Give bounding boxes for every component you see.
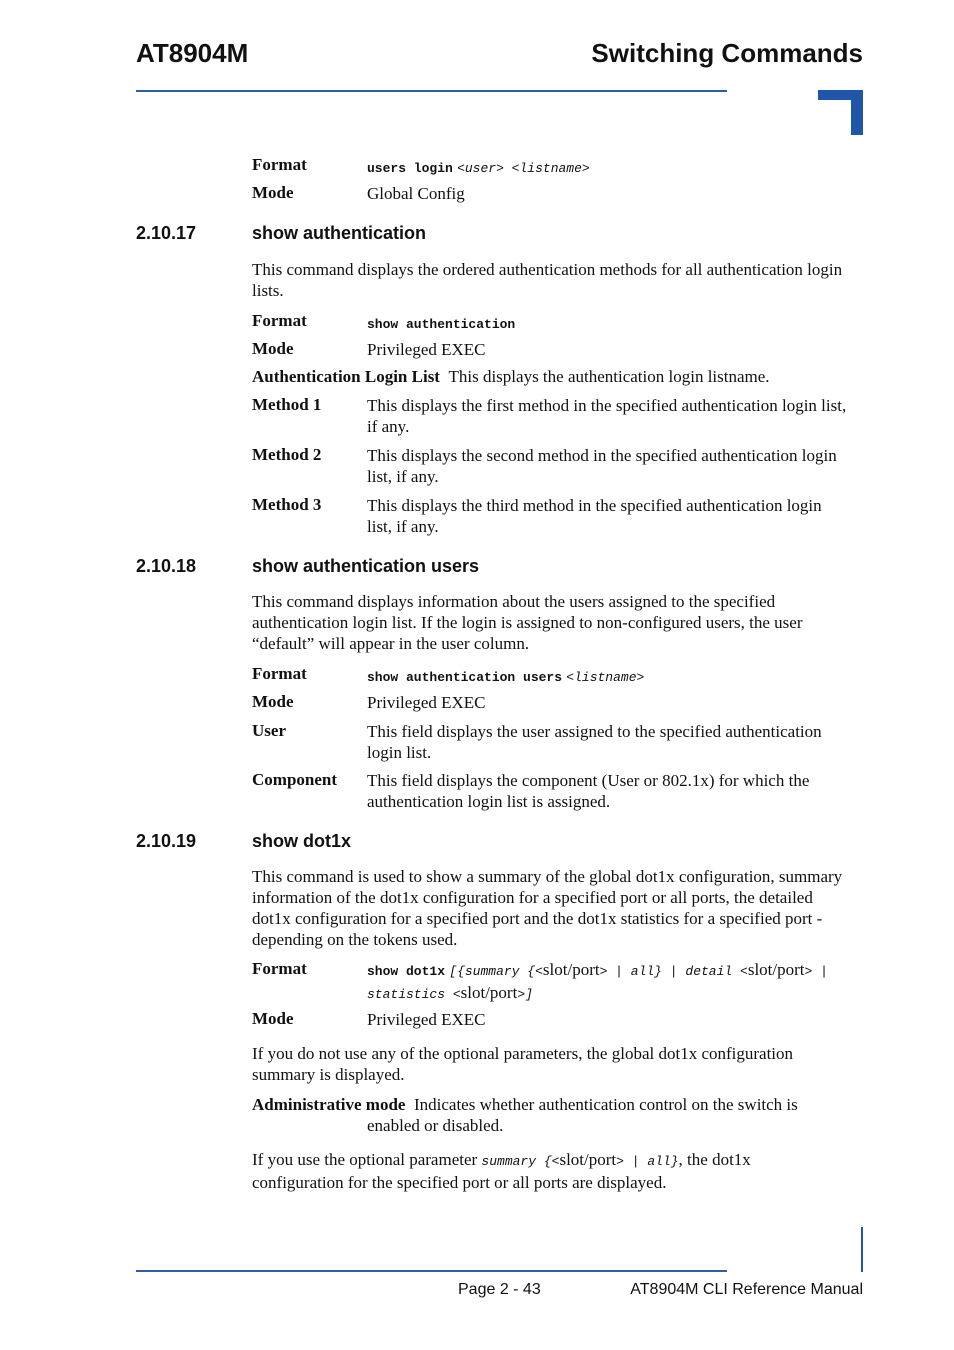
desc-line: “default” will appear in the user column.	[252, 634, 530, 653]
field-auth-login-list	[252, 366, 864, 387]
desc-line	[252, 1149, 864, 1172]
desc-line: authentication login list. If the login is assigned to non-configured users, the user	[252, 613, 803, 632]
desc-line: This field displays the user assigned to the specified authentication	[367, 722, 822, 741]
text-run: If you use the optional parameter	[252, 1150, 482, 1169]
desc-line: This command displays information about the users assigned to the specified	[252, 592, 776, 611]
format-value	[367, 312, 862, 335]
format-label: Format	[252, 155, 307, 174]
section-description	[252, 259, 864, 301]
section-description	[252, 591, 864, 654]
desc-line: configuration for the specified port or all ports are displayed.	[252, 1173, 667, 1192]
format-token: statistics	[367, 987, 453, 1002]
field-description	[367, 395, 862, 437]
desc-line: if any.	[367, 417, 410, 436]
text-run: , the dot1x	[678, 1150, 751, 1169]
format-args: <user> <listname>	[457, 161, 590, 176]
format-value	[367, 959, 862, 1005]
format-token: slot/port	[559, 1150, 617, 1169]
desc-line: This displays the third method in the specified authentication login	[367, 496, 822, 515]
section-number: 2.10.19	[136, 831, 197, 851]
section-number: 2.10.18	[136, 556, 197, 576]
desc-line: login list.	[367, 743, 432, 762]
format-command: users login	[367, 161, 453, 176]
format-token: > |	[804, 964, 828, 979]
mode-label: Mode	[252, 339, 294, 358]
corner-mark-bottom	[818, 1227, 863, 1272]
mode-label: Mode	[252, 692, 294, 711]
field-admin-mode	[252, 1094, 864, 1115]
desc-line: list, if any.	[367, 467, 439, 486]
format-token: >]	[517, 987, 533, 1002]
format-label: Format	[252, 959, 307, 978]
format-value	[367, 156, 862, 179]
field-description: This displays the authentication login listname.	[448, 367, 770, 386]
format-token: > | all} | detail	[599, 964, 741, 979]
field-description-cont: enabled or disabled.	[367, 1116, 504, 1135]
format-args: <listname>	[566, 670, 645, 685]
format-token: <	[551, 1154, 560, 1169]
format-token: <	[452, 987, 461, 1002]
mode-label: Mode	[252, 1009, 294, 1028]
desc-line: summary is displayed.	[252, 1065, 405, 1084]
mode-value: Privileged EXEC	[367, 1010, 486, 1029]
desc-line: This displays the first method in the specified authentication login list,	[367, 396, 847, 415]
field-description	[367, 495, 862, 537]
header-product: AT8904M	[136, 38, 249, 68]
mode-value: Privileged EXEC	[367, 340, 486, 359]
mode-label: Mode	[252, 183, 294, 202]
section-title: show authentication users	[252, 556, 480, 576]
format-label: Format	[252, 664, 307, 683]
desc-line: authentication login list is assigned.	[367, 792, 611, 811]
section-number: 2.10.17	[136, 223, 197, 243]
format-token: summary {	[481, 1154, 552, 1169]
desc-line: This command displays the ordered authentication methods for all authentication login	[252, 260, 843, 279]
format-token: slot/port	[542, 960, 600, 979]
field-description	[367, 770, 862, 812]
format-token: <	[535, 964, 543, 979]
format-command: show dot1x	[367, 964, 446, 979]
format-value	[367, 665, 862, 688]
field-description	[367, 721, 862, 763]
mode-value: Global Config	[367, 184, 465, 203]
optional-note	[252, 1043, 864, 1085]
page-number: Page 2 - 43	[458, 1281, 541, 1298]
section-title: show dot1x	[252, 831, 352, 851]
format-line	[367, 982, 862, 1005]
format-line	[367, 959, 862, 982]
field-label: Method 1	[252, 395, 322, 414]
field-label: Component	[252, 770, 338, 789]
field-description: Indicates whether authentication control on the switch is	[413, 1095, 798, 1114]
format-token: slot/port	[747, 960, 805, 979]
format-label: Format	[252, 311, 307, 330]
header-chapter: Switching Commands	[591, 38, 863, 68]
desc-line: This displays the second method in the specified authentication login	[367, 446, 837, 465]
field-description	[367, 445, 862, 487]
optional-param-note	[252, 1149, 864, 1193]
field-label: Administrative mode	[252, 1095, 406, 1114]
corner-mark-top	[818, 90, 863, 135]
format-token: [{summary {	[449, 964, 536, 979]
field-label: Authentication Login List	[252, 367, 440, 386]
desc-line: list, if any.	[367, 517, 439, 536]
section-description	[252, 866, 864, 950]
desc-line: This field displays the component (User or 802.1x) for which the	[367, 771, 810, 790]
desc-line: dot1x configuration for a specified port and the dot1x statistics for a specified port -	[252, 909, 823, 928]
field-label: Method 2	[252, 445, 322, 464]
section-title: show authentication	[252, 223, 427, 243]
mode-value: Privileged EXEC	[367, 693, 486, 712]
field-label: User	[252, 721, 286, 740]
format-command: show authentication users	[367, 670, 563, 685]
desc-line: If you do not use any of the optional parameters, the global dot1x configuration	[252, 1044, 794, 1063]
manual-title: AT8904M CLI Reference Manual	[630, 1281, 863, 1298]
format-token: <	[740, 964, 748, 979]
field-label: Method 3	[252, 495, 322, 514]
format-token: slot/port	[460, 983, 518, 1002]
format-command: show authentication	[367, 317, 516, 332]
format-token: > | all}	[616, 1154, 679, 1169]
desc-line: depending on the tokens used.	[252, 930, 458, 949]
header-rule	[136, 90, 727, 92]
footer-rule	[136, 1270, 727, 1272]
desc-line: lists.	[252, 281, 284, 300]
desc-line: information of the dot1x configuration for a specified port or all ports, the detailed	[252, 888, 813, 907]
desc-line: This command is used to show a summary of the global dot1x configuration, summary	[252, 867, 843, 886]
